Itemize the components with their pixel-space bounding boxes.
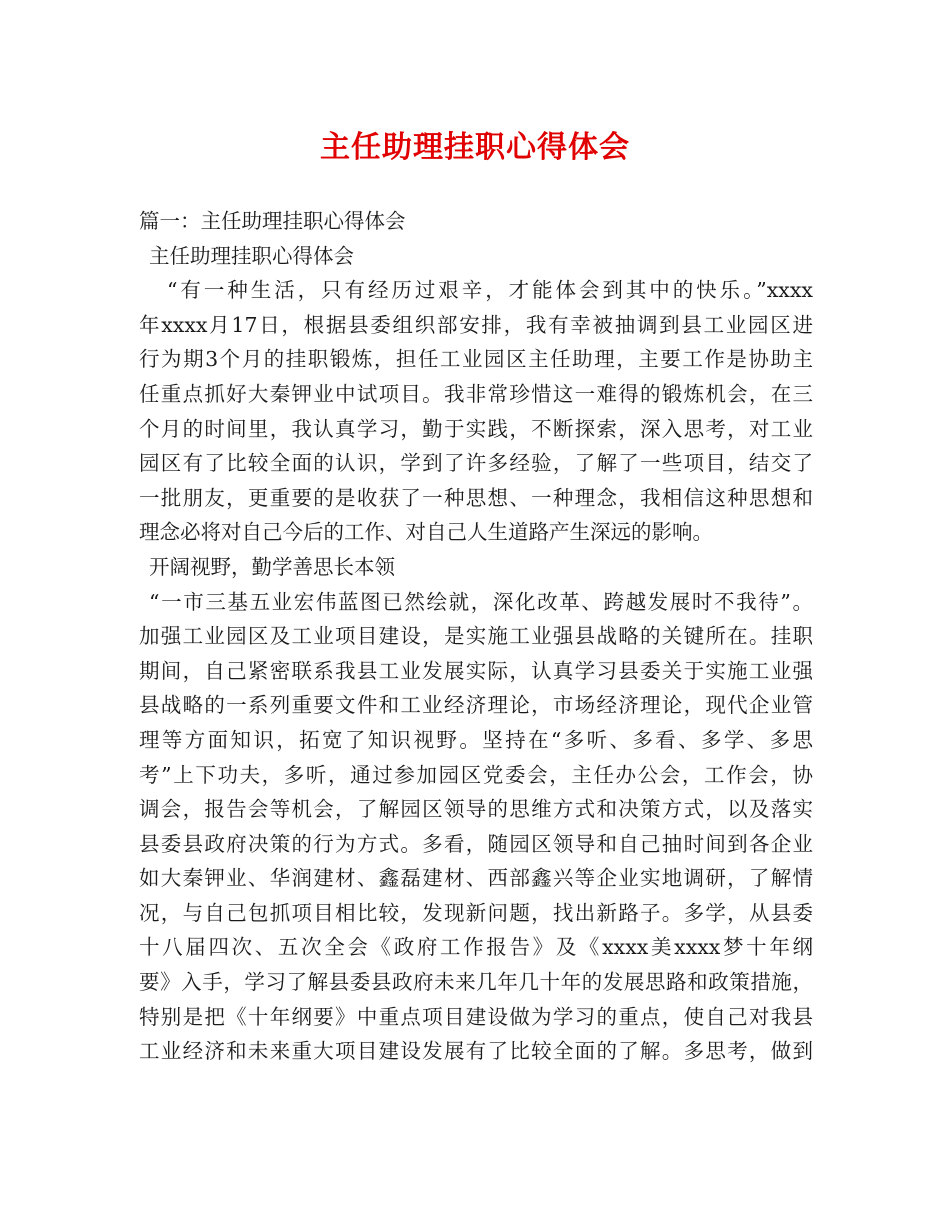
paragraph-line: 加强工业园区及工业项目建设，是实施工业强县战略的关键所在。挂职 — [139, 624, 813, 649]
paragraph-line: 调会，报告会等机会，了解园区领导的思维方式和决策方式，以及落实 — [139, 797, 813, 822]
paragraph-line: 年xxxx月17日，根据县委组织部安排，我有幸被抽调到县工业园区进 — [139, 312, 813, 337]
paragraph-line: 行为期3个月的挂职锻炼，担任工业园区主任助理，主要工作是协助主 — [139, 347, 813, 372]
paragraph-line: “有一种生活，只有经历过艰辛，才能体会到其中的快乐。”xxxx — [167, 278, 813, 303]
document-body — [139, 204, 813, 1069]
paragraph-line: “一市三基五业宏伟蓝图已然绘就，深化改革、跨越发展时不我待”。 — [149, 589, 813, 614]
paragraph-line: 考”上下功夫，多听，通过参加园区党委会，主任办公会，工作会，协 — [139, 762, 813, 787]
paragraph-line: 县委县政府决策的行为方式。多看，随园区领导和自己抽时间到各企业 — [139, 831, 813, 856]
paragraph-line: 工业经济和未来重大项目建设发展有了比较全面的了解。多思考，做到 — [139, 1039, 813, 1064]
article-subtitle: 主任助理挂职心得体会 — [149, 243, 354, 268]
section-heading: 篇一：主任助理挂职心得体会 — [139, 209, 406, 233]
paragraph-line: 任重点抓好大秦钾业中试项目。我非常珍惜这一难得的锻炼机会，在三 — [139, 381, 813, 406]
paragraph-line: 期间，自己紧密联系我县工业发展实际，认真学习县委关于实施工业强 — [139, 658, 813, 683]
paragraph-line: 园区有了比较全面的认识，学到了许多经验，了解了一些项目，结交了 — [139, 451, 813, 476]
document-title: 主任助理挂职心得体会 — [320, 130, 630, 165]
paragraph-line: 一批朋友，更重要的是收获了一种思想、一种理念，我相信这种思想和 — [139, 485, 813, 510]
paragraph-line: 要》入手，学习了解县委县政府未来几年几十年的发展思路和政策措施， — [139, 970, 813, 995]
paragraph-line: 如大秦钾业、华润建材、鑫磊建材、西部鑫兴等企业实地调研，了解情 — [139, 866, 813, 891]
paragraph-line: 特别是把《十年纲要》中重点项目建设做为学习的重点，使自己对我县 — [139, 1004, 813, 1029]
subsection-heading: 开阔视野，勤学善思长本领 — [149, 554, 395, 579]
paragraph-line: 况，与自己包抓项目相比较，发现新问题，找出新路子。多学，从县委 — [139, 900, 813, 925]
paragraph-line: 个月的时间里，我认真学习，勤于实践，不断探索，深入思考，对工业 — [139, 416, 813, 441]
paragraph-line: 十八届四次、五次全会《政府工作报告》及《xxxx美xxxx梦十年纲 — [139, 935, 813, 960]
paragraph-line: 理等方面知识，拓宽了知识视野。坚持在“多听、多看、多学、多思 — [139, 727, 813, 752]
paragraph-line: 县战略的一系列重要文件和工业经济理论，市场经济理论，现代企业管 — [139, 693, 813, 718]
paragraph-line: 理念必将对自己今后的工作、对自己人生道路产生深远的影响。 — [139, 520, 713, 545]
